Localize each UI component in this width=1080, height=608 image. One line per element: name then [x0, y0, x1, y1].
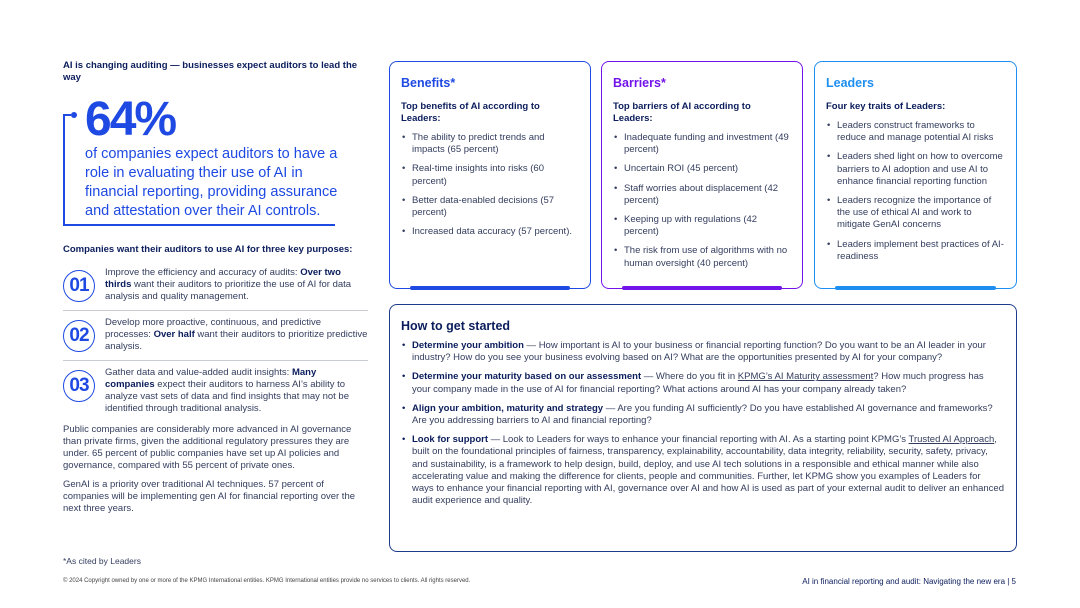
- barriers-subtitle: Top barriers of AI according to Leaders:: [613, 101, 751, 124]
- purpose-text: Develop more proactive, continuous, and predictive processes: Over half want their auditors to prioritize predictive analysis.: [105, 317, 368, 352]
- how-to-get-started: [389, 304, 1017, 552]
- purpose-item: [63, 361, 368, 422]
- benefits-title: Benefits*: [401, 76, 456, 90]
- bracket-dot-decoration: [71, 112, 77, 118]
- copyright: © 2024 Copyright owned by one or more of the KPMG International entities. KPMG International entities provide no services to clients. All rights reserved.: [63, 578, 471, 584]
- big-stat: 64%: [85, 93, 176, 146]
- list-item: • Look for support — Look to Leaders for ways to enhance your financial reporting with AI. As a starting point KPMG’s Trusted AI Approach, built on the foundational principles of fairness, transparency, explainability, accountability, data integrity, reliability, security, safety, privacy, and sustainability, is a framework to help design, build, deploy, and use AI tech solutions in a responsible and ethical manner while also accelerating value and making the difference for clients, people and communities. Further, let KPMG show you examples of Leaders for ways to enhance your financial reporting with AI, governance over AI and how AI is used as part of your external audit to deliver an enhanced audit experience and quality.: [401, 434, 1004, 507]
- list-item: • The risk from use of algorithms with no human oversight (40 percent): [613, 245, 791, 269]
- purposes-list: [63, 261, 368, 422]
- bracket-top-decoration: [63, 114, 71, 116]
- leaders-card: [814, 61, 1017, 289]
- number-circle: 02: [63, 320, 95, 352]
- list-item: • Increased data accuracy (57 percent).: [401, 226, 579, 238]
- list-item: • Leaders shed light on how to overcome barriers to AI adoption and use AI to enhance financial reporting function: [826, 151, 1005, 188]
- list-item: • Keeping up with regulations (42 percent): [613, 214, 791, 238]
- purposes-title: Companies want their auditors to use AI for three key purposes:: [63, 244, 353, 255]
- accent-bar: [410, 286, 570, 290]
- list-item: • Determine your maturity based on our assessment — Where do you fit in KPMG’s AI Maturity assessment? How much progress has your company made in the use of AI for financial reporting? What actions around AI has your company already taken?: [401, 371, 1004, 395]
- maturity-assessment-link[interactable]: KPMG’s AI Maturity assessment: [737, 371, 874, 383]
- list-item: • Determine your ambition — How important is AI to your business or financial reporting function? Do you want to be an AI leader in your industry? How do you see your business evolving based on AI? What are the opportunities presented by AI for your company?: [401, 340, 1004, 364]
- trusted-ai-approach-link[interactable]: Trusted AI Approach: [908, 434, 995, 446]
- purpose-item: [63, 261, 368, 311]
- list-item: • Inadequate funding and investment (49 percent): [613, 132, 791, 156]
- note-genai: GenAI is a priority over traditional AI techniques. 57 percent of companies will be implementing gen AI for financial reporting over the next three years.: [63, 479, 356, 514]
- stat-callout: [63, 93, 368, 232]
- number-circle: 01: [63, 270, 95, 302]
- list-item: • Better data-enabled decisions (57 percent): [401, 195, 579, 219]
- list-item: • Leaders construct frameworks to reduce and manage potential AI risks: [826, 120, 1005, 144]
- benefits-list: [401, 132, 579, 238]
- list-item: • The ability to predict trends and impacts (65 percent): [401, 132, 579, 156]
- purpose-text: Gather data and value-added audit insights: Many companies expect their auditors to harness AI’s ability to analyze vast sets of data and find insights that may not be identified through traditional analysis.: [105, 367, 349, 414]
- headline: AI is changing auditing — businesses expect auditors to lead the way: [63, 60, 358, 83]
- leaders-subtitle: Four key traits of Leaders:: [826, 101, 946, 112]
- benefits-card: [389, 61, 591, 289]
- list-item: • Leaders recognize the importance of the use of ethical AI and work to mitigate GenAI concerns: [826, 195, 1005, 232]
- left-column: [63, 60, 368, 515]
- stat-text: of companies expect auditors to have a role in evaluating their use of AI in financial reporting, providing assurance and attestation over their AI controls.: [85, 146, 338, 219]
- benefits-subtitle: Top benefits of AI according to Leaders:: [401, 101, 540, 124]
- accent-bar: [622, 286, 782, 290]
- barriers-card: [601, 61, 803, 289]
- accent-bar: [835, 286, 996, 290]
- list-item: • Staff worries about displacement (42 percent): [613, 183, 791, 207]
- note-public-companies: Public companies are considerably more advanced in AI governance than private firms, given the additional regulatory pressures they are under. 65 percent of public companies have set up AI policies and governance, compared with 55 percent of private ones.: [63, 424, 352, 471]
- howto-title: How to get started: [401, 319, 511, 333]
- footnote: *As cited by Leaders: [63, 556, 141, 566]
- bracket-decoration: [63, 114, 65, 226]
- list-item: • Leaders implement best practices of AI-readiness: [826, 239, 1005, 263]
- list-item: • Uncertain ROI (45 percent): [613, 163, 791, 175]
- bracket-bottom-decoration: [63, 224, 335, 226]
- howto-list: [401, 340, 1004, 507]
- list-item: • Real-time insights into risks (60 percent): [401, 163, 579, 187]
- leaders-list: [826, 120, 1005, 263]
- list-item: • Align your ambition, maturity and strategy — Are you funding AI sufficiently? Do you have established AI governance and frameworks? Are you addressing barriers to AI and financial reporting?: [401, 403, 1004, 427]
- page-footer: AI in financial reporting and audit: Navigating the new era | 5: [802, 577, 1016, 586]
- leaders-title: Leaders: [826, 76, 874, 90]
- number-circle: 03: [63, 370, 95, 402]
- purpose-text: Improve the efficiency and accuracy of audits: Over two thirds want their auditors to prioritize the use of AI for data analysis and quality management.: [105, 267, 352, 302]
- barriers-title: Barriers*: [613, 76, 666, 90]
- purpose-item: [63, 311, 368, 361]
- barriers-list: [613, 132, 791, 270]
